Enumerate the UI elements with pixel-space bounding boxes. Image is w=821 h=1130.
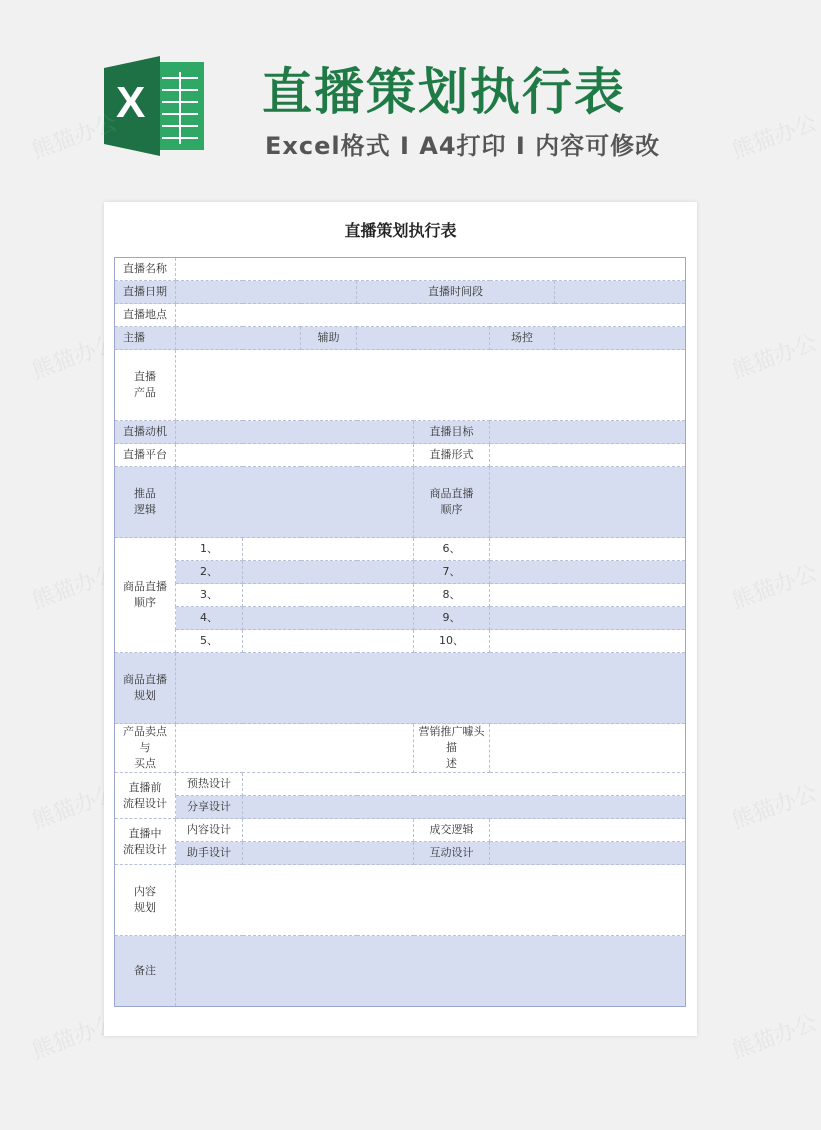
value-plan[interactable] (176, 653, 686, 724)
excel-logo-letter: X (116, 78, 146, 127)
label-interaction: 互动设计 (414, 842, 490, 865)
value-controller[interactable] (555, 327, 686, 350)
row-selling (115, 724, 686, 773)
label-helper-design: 助手设计 (176, 842, 243, 865)
document-page (104, 202, 697, 1036)
value-form[interactable] (490, 444, 686, 467)
order-number: 9、 (414, 607, 490, 630)
label-selling-points: 产品卖点与 买点 (115, 724, 176, 773)
value-host[interactable] (176, 327, 301, 350)
order-value[interactable] (490, 584, 686, 607)
label-controller: 场控 (490, 327, 555, 350)
order-value[interactable] (490, 630, 686, 653)
order-value[interactable] (243, 561, 414, 584)
watermark: 熊猫办公 (729, 110, 821, 165)
label-logic: 推品 逻辑 (115, 467, 176, 538)
value-marketing[interactable] (490, 724, 686, 773)
label-target: 直播目标 (414, 421, 490, 444)
row-order-2 (115, 561, 686, 584)
row-order-3 (115, 584, 686, 607)
order-value[interactable] (243, 538, 414, 561)
row-motive (115, 421, 686, 444)
order-number: 1、 (176, 538, 243, 561)
label-plan: 商品直播 规划 (115, 653, 176, 724)
value-remarks[interactable] (176, 936, 686, 1007)
row-order-1 (115, 538, 686, 561)
watermark: 熊猫办公 (29, 560, 121, 615)
label-time-slot: 直播时间段 (357, 281, 555, 304)
label-platform: 直播平台 (115, 444, 176, 467)
label-host: 主播 (115, 327, 176, 350)
banner (0, 0, 800, 185)
value-share[interactable] (243, 796, 686, 819)
label-remarks: 备注 (115, 936, 176, 1007)
value-date[interactable] (176, 281, 357, 304)
plan-table (114, 257, 686, 1007)
row-content-plan (115, 865, 686, 936)
label-warmup: 预热设计 (176, 773, 243, 796)
value-content-plan[interactable] (176, 865, 686, 936)
order-number: 4、 (176, 607, 243, 630)
order-value[interactable] (490, 561, 686, 584)
value-interaction[interactable] (490, 842, 686, 865)
row-pre-flow-2 (115, 796, 686, 819)
label-assistant: 辅助 (301, 327, 357, 350)
label-pre-flow: 直播前 流程设计 (115, 773, 176, 819)
label-date: 直播日期 (115, 281, 176, 304)
value-assistant[interactable] (357, 327, 490, 350)
value-content-design[interactable] (243, 819, 414, 842)
row-pre-flow-1 (115, 773, 686, 796)
value-platform[interactable] (176, 444, 414, 467)
value-deal-logic[interactable] (490, 819, 686, 842)
value-motive[interactable] (176, 421, 414, 444)
value-target[interactable] (490, 421, 686, 444)
order-value[interactable] (243, 630, 414, 653)
value-logic[interactable] (176, 467, 414, 538)
value-warmup[interactable] (243, 773, 686, 796)
label-share: 分享设计 (176, 796, 243, 819)
value-location[interactable] (176, 304, 686, 327)
label-content-plan: 内容 规划 (115, 865, 176, 936)
row-platform (115, 444, 686, 467)
row-order-4 (115, 607, 686, 630)
label-mid-flow: 直播中 流程设计 (115, 819, 176, 865)
order-number: 8、 (414, 584, 490, 607)
order-number: 2、 (176, 561, 243, 584)
row-date (115, 281, 686, 304)
value-helper-design[interactable] (243, 842, 414, 865)
order-value[interactable] (490, 607, 686, 630)
document-title: 直播策划执行表 (344, 221, 457, 240)
order-value[interactable] (490, 538, 686, 561)
label-deal-logic: 成交逻辑 (414, 819, 490, 842)
label-location: 直播地点 (115, 304, 176, 327)
row-location (115, 304, 686, 327)
watermark: 熊猫办公 (29, 110, 121, 165)
row-order-5 (115, 630, 686, 653)
watermark: 熊猫办公 (729, 1010, 821, 1065)
label-marketing: 营销推广噱头描 述 (414, 724, 490, 773)
watermark: 熊猫办公 (729, 330, 821, 385)
row-staff (115, 327, 686, 350)
banner-subtitle: Excel格式 I A4打印 I 内容可修改 (265, 132, 661, 160)
watermark: 熊猫办公 (729, 780, 821, 835)
label-order-left: 商品直播 顺序 (115, 538, 176, 653)
value-name[interactable] (176, 258, 686, 281)
order-value[interactable] (243, 584, 414, 607)
value-time-slot[interactable] (555, 281, 686, 304)
label-product: 直播 产品 (115, 350, 176, 421)
order-number: 6、 (414, 538, 490, 561)
label-name: 直播名称 (115, 258, 176, 281)
banner-title: 直播策划执行表 (262, 63, 626, 121)
order-number: 10、 (414, 630, 490, 653)
label-content-design: 内容设计 (176, 819, 243, 842)
row-mid-flow-1 (115, 819, 686, 842)
value-selling-points[interactable] (176, 724, 414, 773)
watermark: 熊猫办公 (29, 330, 121, 385)
watermark: 熊猫办公 (29, 1010, 121, 1065)
row-logic (115, 467, 686, 538)
value-order-right[interactable] (490, 467, 686, 538)
order-number: 7、 (414, 561, 490, 584)
label-order-right: 商品直播 顺序 (414, 467, 490, 538)
watermark: 熊猫办公 (729, 560, 821, 615)
row-mid-flow-2 (115, 842, 686, 865)
row-product (115, 350, 686, 421)
order-number: 3、 (176, 584, 243, 607)
label-motive: 直播动机 (115, 421, 176, 444)
watermark: 熊猫办公 (29, 780, 121, 835)
value-product[interactable] (176, 350, 686, 421)
row-plan (115, 653, 686, 724)
row-name (115, 258, 686, 281)
order-value[interactable] (243, 607, 414, 630)
label-form: 直播形式 (414, 444, 490, 467)
order-number: 5、 (176, 630, 243, 653)
row-remarks (115, 936, 686, 1007)
